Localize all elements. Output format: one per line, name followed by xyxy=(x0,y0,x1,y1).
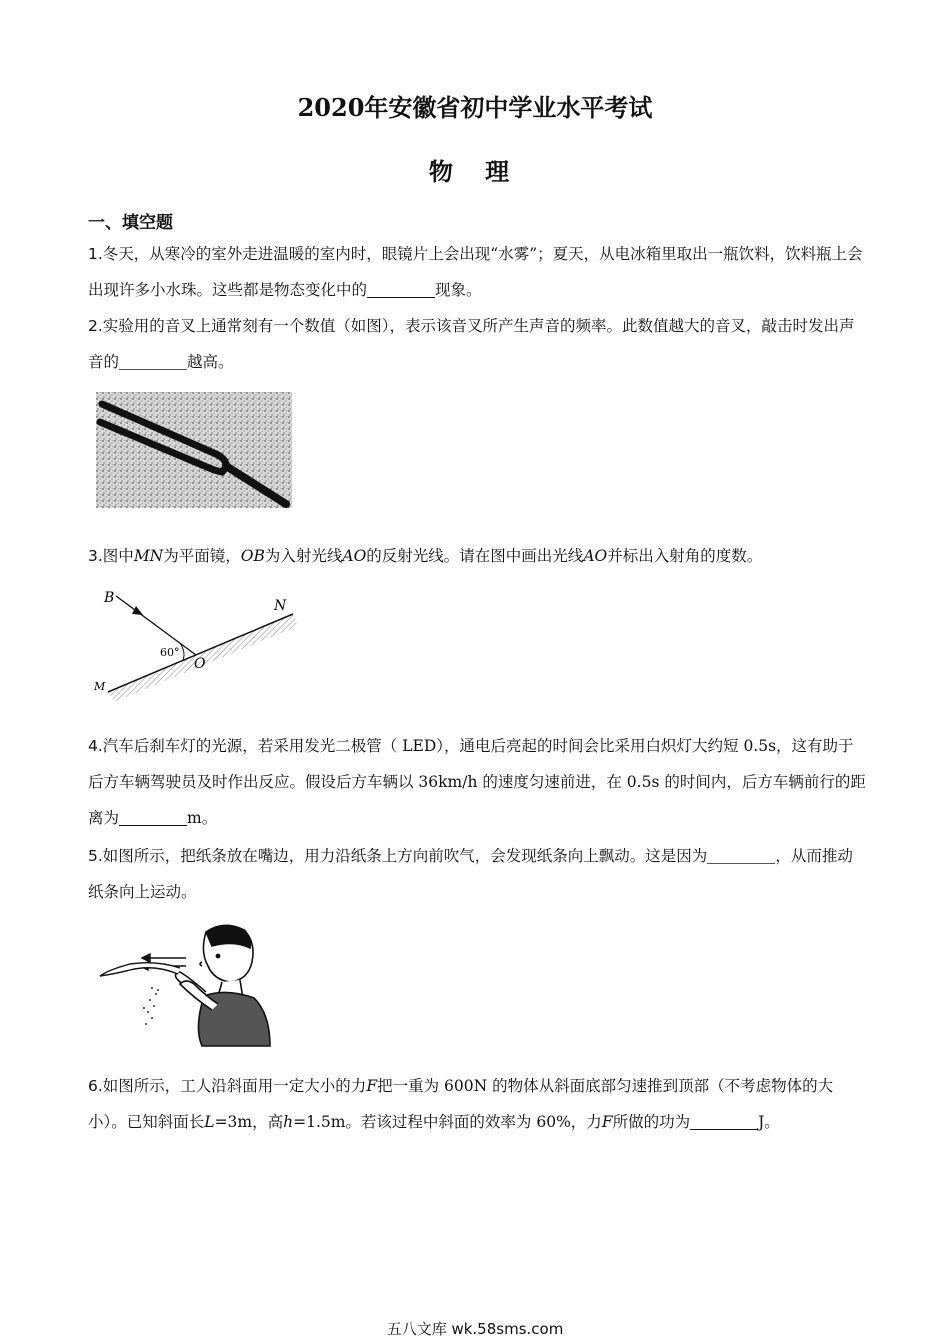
question-5 xyxy=(88,838,868,910)
question-text-end: J。 xyxy=(758,1113,780,1131)
section-heading: 一、填空题 xyxy=(88,213,173,233)
paper-strip xyxy=(100,963,180,976)
label-b: B xyxy=(104,590,115,606)
reflected-ray-ob xyxy=(116,596,196,655)
answer-blank[interactable] xyxy=(690,1111,758,1130)
answer-blank[interactable] xyxy=(119,351,187,370)
question-2 xyxy=(88,308,868,380)
answer-blank[interactable] xyxy=(707,845,775,864)
question-text: =1.5m。若该过程中斜面的效率为 60%，力 xyxy=(293,1113,602,1131)
question-number: 1. xyxy=(88,245,103,263)
question-text: 为入射光线 xyxy=(264,547,343,565)
question-text: 实验用的音叉上通常刻有一个数值（如图），表示该音叉所产生声音的频率。此数值越大的音叉，敲击时发出声音的 xyxy=(88,317,855,371)
question-number: 6. xyxy=(88,1077,103,1095)
question-text: 把一重为 600N 的物体从斜面底部匀速推到顶部（不考虑物体的大小）。已知斜面长 xyxy=(88,1077,834,1131)
answer-blank[interactable] xyxy=(367,279,435,298)
subject-heading: 物 理 xyxy=(428,157,522,186)
question-text: 汽车后刹车灯的光源，若采用发光二极管（ LED），通电后亮起的时间会比采用白炽灯大约短 0.5s，这有助于后方车辆驾驶员及时作出反应。假设后方车辆以 36km/h 的速度匀速前进，在 0.5s 的时间内，后方车辆前行的距离为 xyxy=(88,737,866,827)
symbol-f: F xyxy=(601,1113,613,1131)
label-o: O xyxy=(194,656,206,672)
question-number: 4. xyxy=(88,737,103,755)
symbol-ao: AO xyxy=(342,547,367,565)
boy-icon xyxy=(175,925,270,1046)
symbol-ob: OB xyxy=(240,547,265,565)
tuning-fork-figure xyxy=(96,392,292,508)
arrow-icon xyxy=(142,954,150,962)
question-number: 3. xyxy=(88,547,103,565)
question-text-end: m。 xyxy=(187,809,218,827)
arrow-icon xyxy=(132,606,143,615)
question-number: 5. xyxy=(88,847,103,865)
angle-label: 60° xyxy=(160,646,180,659)
question-1 xyxy=(88,236,868,308)
question-text-end: 现象。 xyxy=(435,281,482,299)
question-text: 冬天，从寒冷的室外走进温暖的室内时，眼镜片上会出现“水雾”；夏天，从电冰箱里取出一瓶饮料，饮料瓶上会出现许多小水珠。这些都是物态变化中的 xyxy=(88,245,863,299)
footer-watermark: 五八文库 wk.58sms.com xyxy=(386,1320,564,1338)
question-6 xyxy=(88,1068,868,1140)
answer-blank[interactable] xyxy=(119,807,187,826)
label-n: N xyxy=(274,598,287,614)
page-title: 2020年安徽省初中学业水平考试 xyxy=(297,93,653,122)
question-text: 所做的功为 xyxy=(612,1113,691,1131)
question-text: 的反射光线。请在图中画出光线 xyxy=(366,547,584,565)
question-text: 为平面镜， xyxy=(163,547,241,565)
question-number: 2. xyxy=(88,317,103,335)
question-text: 如图所示，把纸条放在嘴边，用力沿纸条上方向前吹气，会发现纸条向上飘动。这是因为 xyxy=(102,847,708,865)
symbol-ao: AO xyxy=(583,547,608,565)
question-text-end: ，从而推动纸条向上运动。 xyxy=(88,847,853,901)
symbol-mn: MN xyxy=(133,547,164,565)
mirror-reflection-figure xyxy=(88,582,308,702)
question-text: 并标出入射角的度数。 xyxy=(607,547,763,565)
mirror-line xyxy=(108,614,293,692)
blowing-paper-figure xyxy=(94,918,274,1048)
question-4 xyxy=(88,728,868,836)
question-text-end: 越高。 xyxy=(187,353,234,371)
symbol-h: h xyxy=(283,1113,294,1131)
question-text: 如图所示，工人沿斜面用一定大小的力 xyxy=(102,1077,367,1095)
question-text: =3m，高 xyxy=(214,1113,284,1131)
symbol-f: F xyxy=(366,1077,378,1095)
question-3 xyxy=(88,538,868,574)
label-m: M xyxy=(94,680,106,693)
question-text: 图中 xyxy=(102,547,134,565)
dots-decoration xyxy=(143,987,159,1025)
symbol-l: L xyxy=(204,1113,215,1131)
